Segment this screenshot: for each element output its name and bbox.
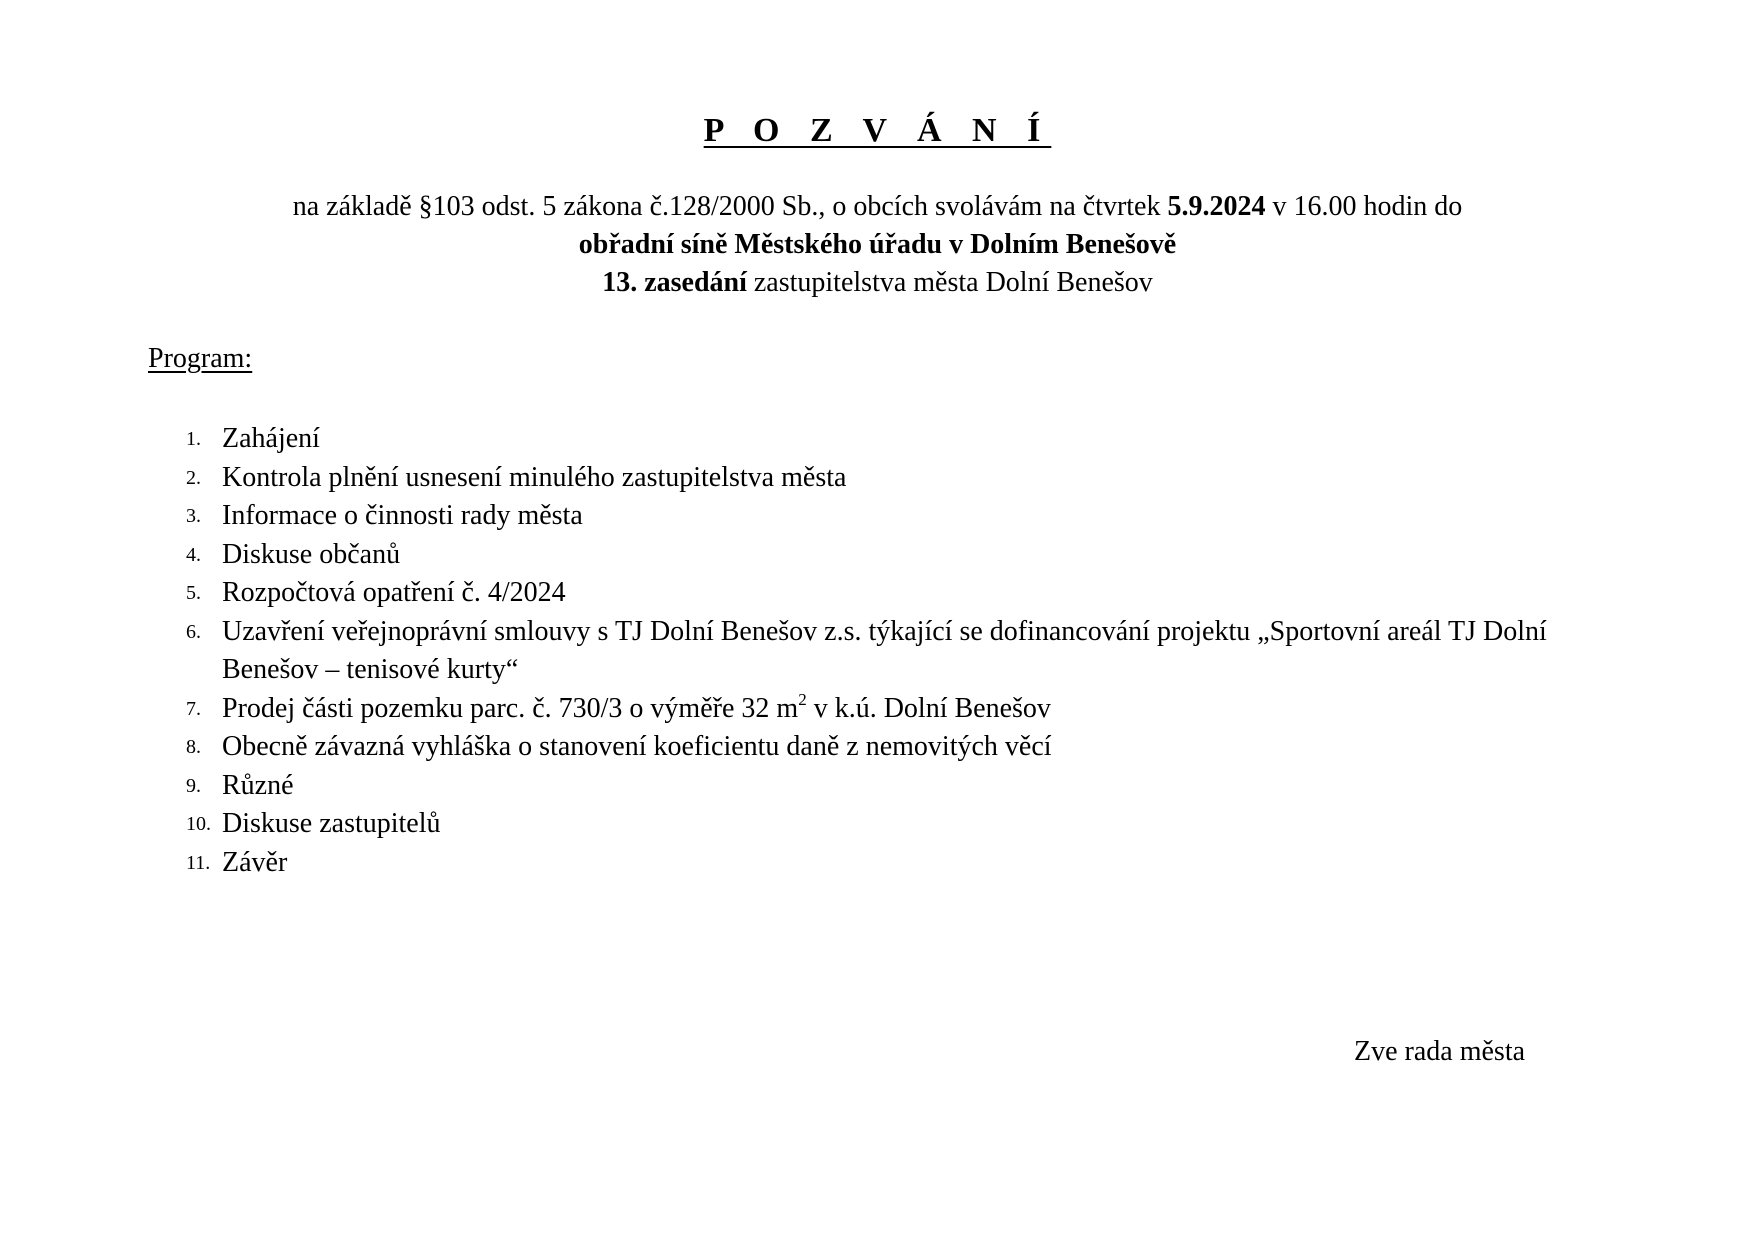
agenda-item-text-pre: Prodej části pozemku parc. č. 730/3 o výměře 32 m bbox=[222, 692, 799, 724]
intro-line-1-post: v 16.00 hodin do bbox=[1265, 191, 1463, 222]
agenda-item bbox=[186, 613, 1626, 690]
agenda-item-number: 3. bbox=[186, 505, 201, 527]
agenda-item-text: Zahájení bbox=[222, 423, 320, 454]
intro-line-1 bbox=[100, 188, 1655, 226]
agenda-item bbox=[186, 497, 1626, 536]
agenda-item-number: 5. bbox=[186, 582, 201, 604]
signature: Zve rada města bbox=[1354, 1036, 1526, 1067]
intro-line-3 bbox=[100, 264, 1655, 302]
agenda-item-text: Informace o činnosti rady města bbox=[222, 500, 583, 531]
intro-line-3-rest: zastupitelstva města Dolní Benešov bbox=[746, 267, 1153, 298]
agenda-item bbox=[186, 728, 1626, 767]
agenda-item-text-post: v k.ú. Dolní Benešov bbox=[806, 692, 1051, 724]
agenda-item bbox=[186, 767, 1626, 806]
meeting-number: 13. zasedání bbox=[602, 267, 747, 298]
agenda-item bbox=[186, 805, 1626, 844]
agenda-item-number: 2. bbox=[186, 466, 201, 489]
agenda-item-number: 6. bbox=[186, 620, 201, 643]
agenda-item-text: Kontrola plnění usnesení minulého zastupitelstva města bbox=[222, 461, 847, 493]
agenda-item-text: Rozpočtová opatření č. 4/2024 bbox=[222, 577, 566, 608]
agenda-item bbox=[186, 536, 1626, 575]
agenda-item bbox=[186, 420, 1626, 459]
agenda-item-superscript: 2 bbox=[798, 689, 807, 709]
agenda-item bbox=[186, 844, 1626, 883]
agenda-item-text: Uzavření veřejnoprávní smlouvy s TJ Dolní Benešov z.s. týkající se dofinancování projektu „Sportovní areál TJ Dolní Benešov – tenisové kurty“ bbox=[222, 615, 1547, 685]
agenda-item-text: Diskuse občanů bbox=[222, 538, 401, 570]
agenda-item-number: 10. bbox=[186, 813, 211, 835]
document-title bbox=[0, 112, 1755, 150]
agenda-item-number: 4. bbox=[186, 543, 201, 566]
agenda-item-number: 1. bbox=[186, 428, 201, 450]
agenda-item-number: 9. bbox=[186, 774, 201, 797]
agenda-list bbox=[186, 420, 1626, 882]
agenda-item-text: Obecně závazná vyhláška o stanovení koeficientu daně z nemovitých věcí bbox=[222, 731, 1052, 762]
agenda-item-number: 7. bbox=[186, 697, 201, 720]
agenda-item-text: Závěr bbox=[222, 846, 288, 878]
intro-line-1-pre: na základě §103 odst. 5 zákona č.128/2000 Sb., o obcích svolávám na čtvrtek bbox=[292, 191, 1168, 222]
agenda-item-number: 8. bbox=[186, 736, 201, 758]
agenda-item bbox=[186, 574, 1626, 613]
agenda-item-text: Různé bbox=[222, 769, 294, 801]
agenda-item bbox=[186, 459, 1626, 498]
invitation-intro bbox=[100, 188, 1655, 302]
program-heading: Program: bbox=[148, 343, 253, 374]
intro-line-2 bbox=[100, 226, 1655, 264]
meeting-venue: obřadní síně Městského úřadu v Dolním Benešově bbox=[578, 229, 1177, 260]
agenda-item-number: 11. bbox=[186, 851, 211, 874]
agenda-item bbox=[186, 690, 1626, 729]
document-title-text: P O Z V Á N Í bbox=[703, 112, 1052, 149]
agenda-item-text: Diskuse zastupitelů bbox=[222, 808, 441, 839]
meeting-date: 5.9.2024 bbox=[1167, 191, 1266, 222]
